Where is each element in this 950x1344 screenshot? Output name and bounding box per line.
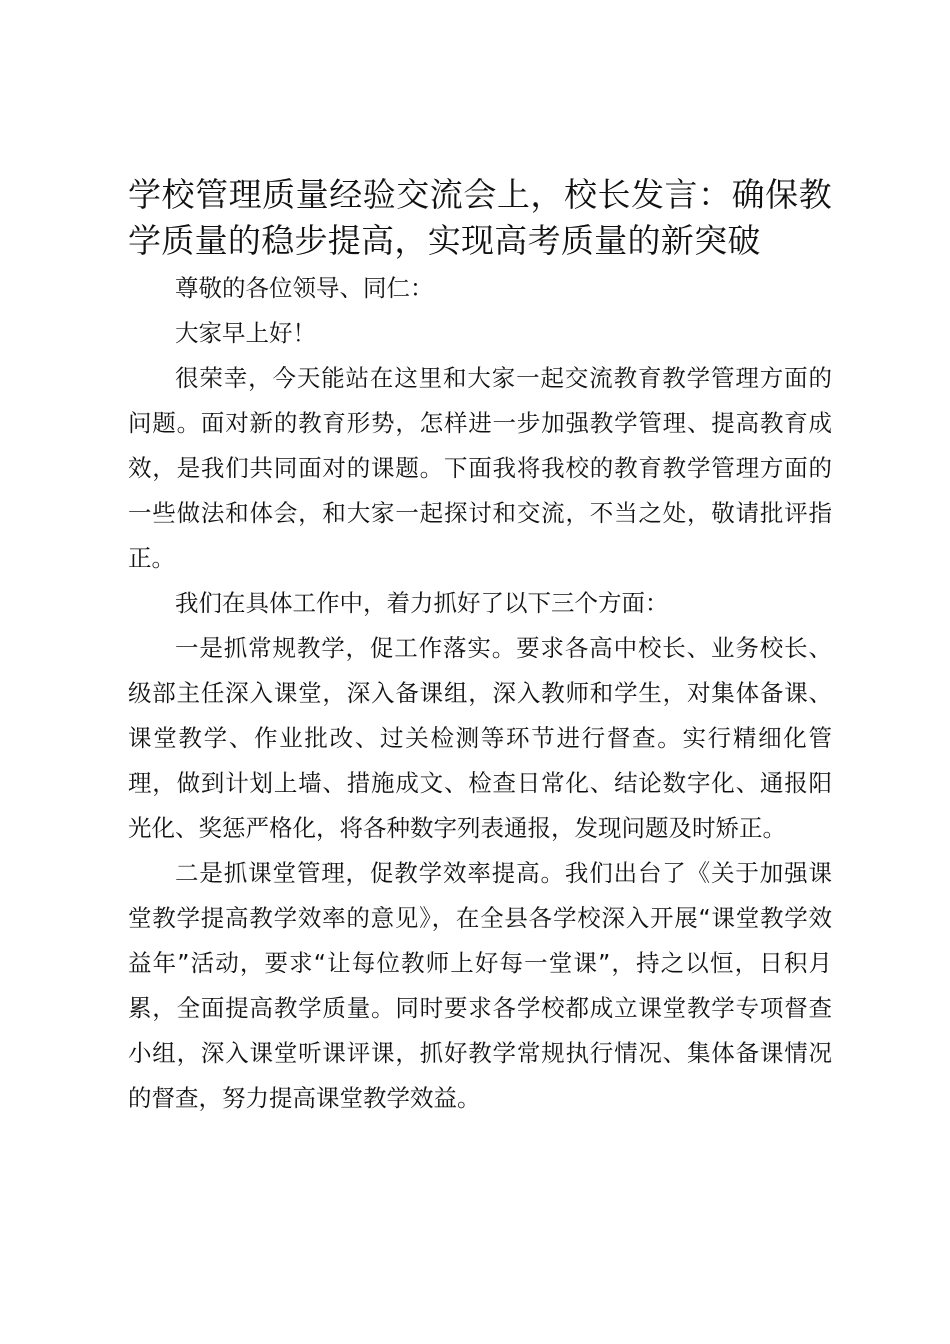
paragraph-point-2: 二是抓课堂管理，促教学效率提高。我们出台了《关于加强课堂教学提高教学效率的意见》，在全县各学校深入开展“课堂教学效益年”活动，要求“让每位教师上好每一堂课”，持之以恒，日积月累，全面提高教学质量。同时要求各学校都成立课堂教学专项督查小组，深入课堂听课评课，抓好教学常规执行情况、集体备课情况的督查，努力提高课堂教学效益。 [128,859,832,1112]
document-page [128,172,832,1121]
paragraph-intro: 很荣幸，今天能站在这里和大家一起交流教育教学管理方面的问题。面对新的教育形势，怎样进一步加强教学管理、提高教育成效，是我们共同面对的课题。下面我将我校的教育教学管理方面的一些做法和体会，和大家一起探讨和交流，不当之处，敬请批评指正。 [128,364,832,572]
document-title: 学校管理质量经验交流会上，校长发言：确保教学质量的稳步提高，实现高考质量的新突破 [128,175,832,260]
salutation: 尊敬的各位领导、同仁： [175,274,434,302]
paragraph-overview: 我们在具体工作中，着力抓好了以下三个方面： [175,589,669,617]
greeting: 大家早上好！ [175,319,316,347]
paragraph-point-1: 一是抓常规教学，促工作落实。要求各高中校长、业务校长、级部主任深入课堂，深入备课组，深入教师和学生，对集体备课、课堂教学、作业批改、过关检测等环节进行督查。实行精细化管理，做到计划上墙、措施成文、检查日常化、结论数字化、通报阳光化、奖惩严格化，将各种数字列表通报，发现问题及时矫正。 [128,634,832,842]
